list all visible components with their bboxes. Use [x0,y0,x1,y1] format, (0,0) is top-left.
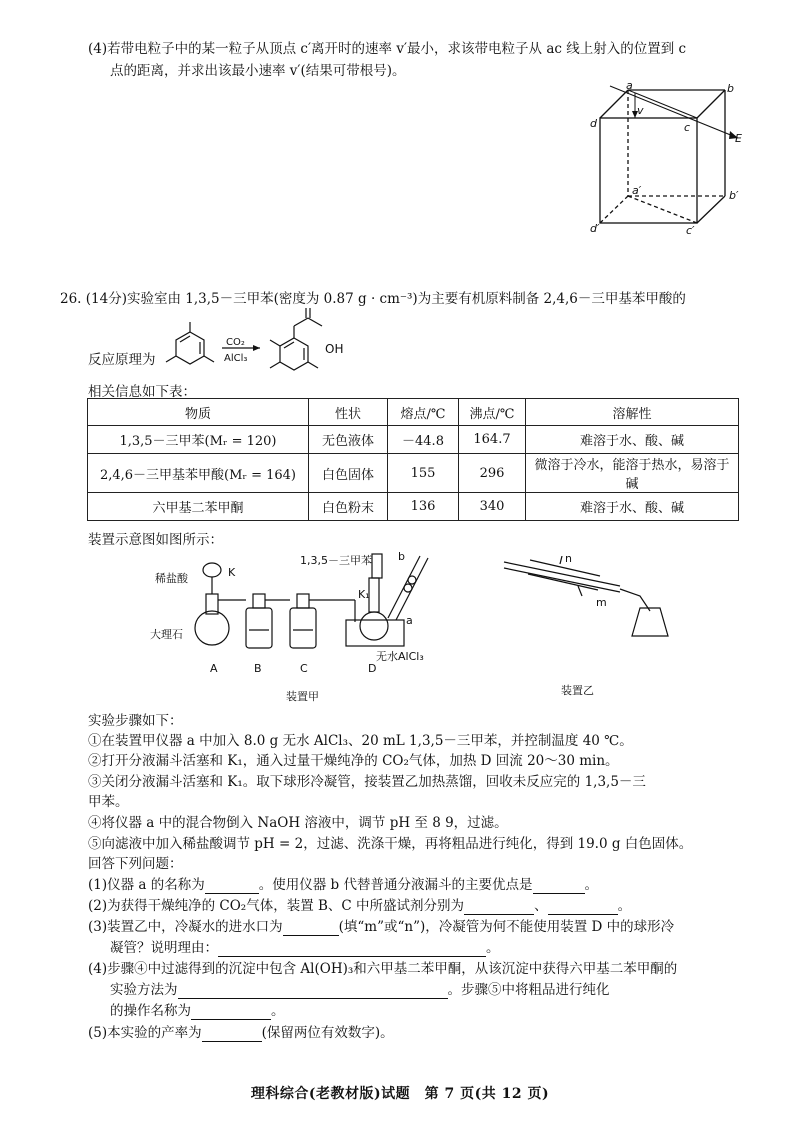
cell: 155 [388,454,459,493]
cell: 难溶于水、酸、碱 [526,426,739,454]
col-header-appearance: 性状 [309,399,388,426]
col-header-boiling: 沸点/℃ [459,399,526,426]
question-4-cont2 [110,1002,760,1020]
q3-text-a: (3)装置乙中，冷凝水的进水口为 [88,919,283,935]
cell: 难溶于水、酸、碱 [526,493,739,521]
cube-label-b: b [727,82,734,95]
label-n: n [565,552,572,565]
questions-title: 回答下列问题： [88,856,183,872]
q5-answer-blank[interactable] [202,1027,262,1042]
q3-answer-blank-2[interactable] [218,942,486,957]
table-row [88,493,739,521]
q2-answer-blank-1[interactable] [464,900,534,915]
cube-label-a-prime: a′ [632,184,642,197]
q2-text-c: 。 [617,898,632,914]
label-marble: 大理石 [150,628,183,641]
q1-text-b: 。使用仪器 b 代替普通分液漏斗的主要优点是 [258,877,533,893]
question-4: (4)步骤④中过滤得到的沉淀中包含 Al(OH)₃和六甲基二苯甲酮，从该沉淀中获得六甲基二苯甲酮的 [88,961,678,977]
cell: 无色液体 [309,426,388,454]
q2-text-b: 、 [534,898,548,914]
question-3 [88,918,760,936]
step-2: ②打开分液漏斗活塞和 K₁，通入过量干燥纯净的 CO₂气体，加热 D 回流 20～30 min。 [88,753,619,769]
reagent-alcl3: AlCl₃ [224,353,248,364]
product-oh: OH [325,342,344,356]
question-4-cont [110,981,760,999]
question-3-cont [110,939,760,957]
cube-label-b-prime: b′ [729,189,739,202]
q3-answer-blank-1[interactable] [283,921,339,936]
cell: 2,4,6－三甲基苯甲酸(Mᵣ = 164) [88,454,309,493]
steps-title: 实验步骤如下： [88,713,183,729]
q2-text-a: (2)为获得干燥纯净的 CO₂气体，装置 B、C 中所盛试剂分别为 [88,898,465,914]
step-1: ①在装置甲仪器 a 中加入 8.0 g 无水 AlCl₃、20 mL 1,3,5－三甲苯，并控制温度 40 ℃。 [88,733,633,749]
col-header-solubility: 溶解性 [526,399,739,426]
label-b: b [398,550,405,563]
step-3: ③关闭分液漏斗活塞和 K₁。取下球形冷凝管，接装置乙加热蒸馏，回收未反应完的 1,3,5－三 [88,774,646,790]
q4-answer-blank-2[interactable] [191,1005,271,1020]
col-header-melting: 熔点/℃ [388,399,459,426]
q4-text-b: 实验方法为 [110,982,178,998]
label-trimethylbenzene: 1,3,5－三甲苯 [300,554,372,567]
caption-apparatus-yi: 装置乙 [561,684,594,697]
caption-apparatus-jia: 装置甲 [286,690,319,703]
cell: 164.7 [459,426,526,454]
cube-diagram [580,78,755,238]
q4-text-e: 。 [271,1003,285,1019]
properties-table [87,398,739,521]
step-4: ④将仪器 a 中的混合物倒入 NaOH 溶液中，调节 pH 至 8 9，过滤。 [88,815,508,831]
page-footer: 理科综合(老教材版)试题 第 7 页(共 12 页) [250,1086,550,1102]
label-C: C [300,662,308,675]
question-1 [88,876,760,894]
cell: 296 [459,454,526,493]
cell: 六甲基二苯甲酮 [88,493,309,521]
physics-q4-line1: (4)若带电粒子中的某一粒子从顶点 c′离开时的速率 v′最小，求该带电粒子从 ac 线上射入的位置到 c [88,41,687,57]
cube-label-E: E [735,132,742,145]
apparatus-yi-diagram [500,556,670,646]
cell: 白色粉末 [309,493,388,521]
cube-label-c: c [684,121,691,134]
question-2 [88,897,760,915]
label-k: K [228,566,236,579]
q1-text-a: (1)仪器 a 的名称为 [88,877,205,893]
q5-text-a: (5)本实验的产率为 [88,1025,202,1041]
cube-label-a: a [626,79,633,92]
cube-label-d-prime: d′ [590,222,600,235]
table-row [88,426,739,454]
label-k1: K₁ [358,588,370,601]
q3-text-d: 。 [486,940,500,956]
label-D: D [368,662,377,675]
step-5: ⑤向滤液中加入稀盐酸调节 pH = 2，过滤、洗涤干燥，再将粗品进行纯化，得到 19.0 g 白色固体。 [88,836,693,852]
cell: 136 [388,493,459,521]
cell: 白色固体 [309,454,388,493]
cube-label-v: v [637,104,644,117]
cube-label-c-prime: c′ [686,224,695,237]
label-A: A [210,662,218,675]
q1-text-c: 。 [584,877,598,893]
label-a: a [406,614,413,627]
q4-text-c: 。步骤⑤中将粗品进行纯化 [447,982,610,998]
reaction-label: 反应原理为 [88,352,156,368]
table-intro: 相关信息如下表： [88,384,196,400]
label-m: m [596,596,607,609]
label-alcl3: 无水AlCl₃ [376,650,424,663]
q4-answer-blank-1[interactable] [178,984,448,999]
step-3-cont: 甲苯。 [88,794,129,810]
cell: －44.8 [388,426,459,454]
table-row [88,454,739,493]
q1-answer-blank-1[interactable] [205,879,259,894]
q2-answer-blank-2[interactable] [548,900,618,915]
q3-text-b: (填“m”或“n”)，冷凝管为何不能使用装置 D 中的球形冷 [338,919,675,935]
q5-text-b: (保留两位有效数字)。 [261,1025,394,1041]
cube-label-d: d [590,117,597,130]
label-B: B [254,662,262,675]
q1-answer-blank-2[interactable] [533,879,585,894]
q4-text-d: 的操作名称为 [110,1003,191,1019]
cell: 1,3,5－三甲苯(Mᵣ = 120) [88,426,309,454]
physics-q4-line2: 点的距离，并求出该最小速率 v′(结果可带根号)。 [110,63,406,79]
cell: 340 [459,493,526,521]
reagent-co2: CO₂ [226,337,245,348]
label-hcl: 稀盐酸 [155,572,188,585]
q3-text-c: 凝管？说明理由： [110,940,218,956]
col-header-substance: 物质 [88,399,309,426]
apparatus-intro: 装置示意图如图所示： [88,532,223,548]
q26-intro: 26. (14分)实验室由 1,3,5－三甲苯(密度为 0.87 g · cm⁻³)为主要有机原料制备 2,4,6－三甲基苯甲酸的 [60,291,686,307]
question-5 [88,1024,760,1042]
cell: 微溶于冷水，能溶于热水，易溶于碱 [526,454,739,493]
table-header-row [88,399,739,426]
